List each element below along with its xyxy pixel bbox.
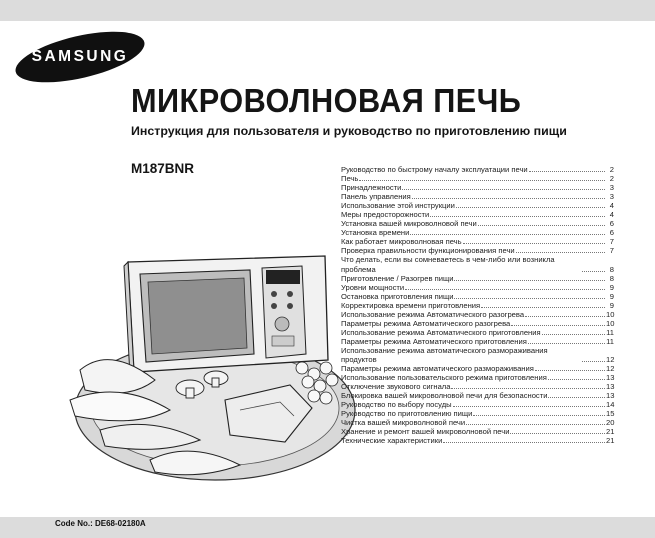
toc-entry-page: 10 — [606, 309, 615, 319]
toc-leader-dots — [525, 316, 605, 317]
toc-leader-dots — [410, 234, 605, 235]
samsung-logo-text: SAMSUNG — [31, 48, 129, 65]
toc-entry-title: Использование этой инструкции — [341, 201, 455, 211]
toc-entry — [341, 192, 614, 201]
toc-entry-page: 3 — [609, 192, 614, 202]
toc-leader-dots — [456, 207, 605, 208]
toc-entry-title: Использование режима Автоматического приготовления — [341, 327, 541, 337]
samsung-logo — [13, 31, 147, 83]
toc-leader-dots — [582, 361, 605, 362]
toc-entry-page: 9 — [609, 300, 614, 310]
toc-entry — [341, 337, 614, 346]
toc-entry-title: Что делать, если вы сомневаетесь в чем-либо или возникла проблема — [341, 255, 555, 274]
toc-leader-dots — [511, 325, 605, 326]
toc-entry-title: Уровни мощности — [341, 282, 405, 292]
toc-leader-dots — [359, 180, 605, 181]
toc-entry-title: Панель управления — [341, 192, 411, 202]
toc-entry-page: 6 — [609, 228, 614, 238]
toc-entry — [341, 255, 614, 273]
toc-entry — [341, 174, 614, 183]
toc-entry — [341, 301, 614, 310]
toc-entry — [341, 274, 614, 283]
toc-entry-page: 8 — [609, 273, 614, 283]
toc-entry-title: Как работает микроволновая печь — [341, 237, 462, 247]
page-title: МИКРОВОЛНОВАЯ ПЕЧЬ — [131, 82, 522, 119]
toc-leader-dots — [466, 424, 605, 425]
toc-entry-title: Использование режима автоматического размораживания продуктов — [341, 345, 548, 364]
toc-entry — [341, 427, 614, 436]
toc-leader-dots — [535, 370, 605, 371]
toc-entry-page: 4 — [609, 210, 614, 220]
toc-entry — [341, 237, 614, 246]
toc-leader-dots — [451, 388, 605, 389]
toc-entry-title: Параметры режима Автоматического разогрева — [341, 318, 511, 328]
toc-leader-dots — [463, 243, 605, 244]
model-number: M187BNR — [131, 161, 195, 176]
page-subtitle: Инструкция для пользователя и руководство по приготовлению пищи — [131, 124, 567, 138]
toc-entry-title: Приготовление / Разогрев пищи — [341, 273, 454, 283]
toc-entry-title: Блокировка вашей микроволновой печи для безопасности — [341, 391, 548, 401]
toc-leader-dots — [402, 189, 605, 190]
toc-entry — [341, 283, 614, 292]
toc-leader-dots — [412, 198, 605, 199]
toc-entry — [341, 436, 614, 445]
microwave-illustration — [40, 250, 360, 510]
code-number: Code No.: DE68-02180A — [55, 519, 146, 528]
table-of-contents — [341, 165, 614, 445]
toc-entry-title: Принадлежности — [341, 183, 402, 193]
toc-entry — [341, 418, 614, 427]
toc-entry — [341, 310, 614, 319]
toc-entry-page: 3 — [609, 183, 614, 193]
toc-leader-dots — [453, 406, 605, 407]
toc-leader-dots — [542, 334, 605, 335]
toc-entry-page: 13 — [606, 373, 615, 383]
toc-entry — [341, 364, 614, 373]
toc-leader-dots — [528, 343, 605, 344]
toc-entry — [341, 328, 614, 337]
toc-entry-title: Меры предосторожности — [341, 210, 430, 220]
toc-leader-dots — [405, 289, 605, 290]
toc-entry — [341, 165, 614, 174]
toc-entry-title: Использование режима Автоматического разогрева — [341, 309, 525, 319]
toc-entry-page: 7 — [609, 237, 614, 247]
toc-entry — [341, 219, 614, 228]
toc-entry-title: Установка вашей микроволновой печи — [341, 219, 477, 229]
toc-entry-page: 15 — [606, 409, 615, 419]
toc-entry-page: 21 — [606, 427, 615, 437]
toc-entry-page: 11 — [606, 327, 614, 337]
toc-entry-title: Руководство по выбору посуды — [341, 400, 452, 410]
toc-entry — [341, 228, 614, 237]
toc-entry — [341, 210, 614, 219]
toc-entry-title: Руководство по приготовлению пищи — [341, 409, 473, 419]
toc-entry-title: Параметры режима автоматического размораживания — [341, 364, 534, 374]
toc-leader-dots — [529, 171, 605, 172]
toc-entry-title: Печь — [341, 174, 359, 184]
toc-entry-page: 10 — [606, 318, 615, 328]
toc-entry-title: Отключение звукового сигнала — [341, 382, 451, 392]
top-band — [0, 0, 655, 21]
toc-entry-title: Чистка вашей микроволновой печи — [341, 418, 466, 428]
toc-leader-dots — [478, 225, 605, 226]
toc-entry-title: Установка времени — [341, 228, 410, 238]
toc-entry-page: 2 — [609, 174, 614, 184]
toc-entry-title: Технические характеристики — [341, 436, 443, 446]
toc-leader-dots — [430, 216, 605, 217]
toc-entry-page: 13 — [606, 382, 615, 392]
toc-entry-title: Руководство по быстрому началу эксплуатации печи — [341, 165, 528, 174]
toc-entry-page: 20 — [606, 418, 615, 428]
toc-leader-dots — [582, 271, 605, 272]
toc-entry — [341, 292, 614, 301]
toc-entry-page: 2 — [609, 165, 614, 174]
toc-entry — [341, 201, 614, 210]
toc-entry — [341, 391, 614, 400]
toc-entry-page: 8 — [609, 264, 614, 274]
toc-entry-title: Проверка правильности функционирования печи — [341, 246, 515, 256]
toc-leader-dots — [516, 252, 605, 253]
toc-entry-title: Использование пользовательского режима приготовления — [341, 373, 547, 383]
toc-leader-dots — [454, 280, 605, 281]
toc-leader-dots — [548, 397, 605, 398]
toc-leader-dots — [454, 298, 605, 299]
toc-entry-page: 14 — [606, 400, 615, 410]
toc-entry-page: 9 — [609, 282, 614, 292]
toc-entry-title: Корректировка времени приготовления — [341, 300, 481, 310]
toc-leader-dots — [473, 415, 605, 416]
toc-entry — [341, 319, 614, 328]
toc-entry-page: 6 — [609, 219, 614, 229]
toc-entry — [341, 246, 614, 255]
toc-entry — [341, 183, 614, 192]
toc-leader-dots — [548, 379, 605, 380]
toc-leader-dots — [510, 433, 605, 434]
toc-leader-dots — [443, 442, 605, 443]
toc-entry-page: 12 — [606, 354, 615, 364]
toc-entry-page: 4 — [609, 201, 614, 211]
toc-entry-page: 12 — [606, 364, 615, 374]
toc-entry — [341, 346, 614, 364]
toc-entry — [341, 373, 614, 382]
toc-leader-dots — [481, 307, 605, 308]
toc-entry-page: 13 — [606, 391, 615, 401]
toc-entry-title: Параметры режима Автоматического приготовления — [341, 336, 527, 346]
toc-entry — [341, 382, 614, 391]
toc-entry — [341, 409, 614, 418]
toc-entry-page: 7 — [609, 246, 614, 256]
toc-entry-page: 9 — [609, 291, 614, 301]
toc-entry-page: 11 — [606, 336, 614, 346]
toc-entry-page: 21 — [606, 436, 615, 446]
toc-entry-title: Остановка приготовления пищи — [341, 291, 454, 301]
toc-entry — [341, 400, 614, 409]
toc-entry-title: Хранение и ремонт вашей микроволновой печи — [341, 427, 510, 437]
